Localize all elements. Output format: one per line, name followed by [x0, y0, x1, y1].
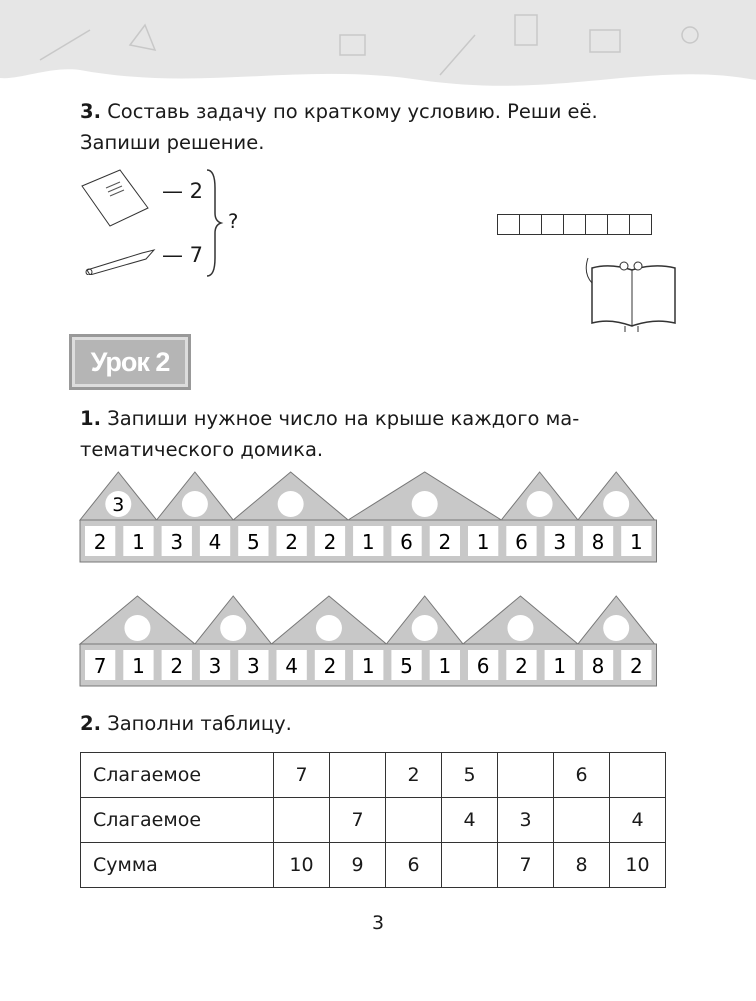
notebook-count: — 2 — [162, 179, 204, 203]
table-cell: 10 — [274, 843, 330, 888]
table-cell: 6 — [386, 843, 442, 888]
cell-number: 2 — [629, 654, 643, 678]
table-cell: 3 — [498, 798, 554, 843]
question-mark: ? — [228, 210, 239, 233]
table-cell[interactable] — [554, 798, 610, 843]
cell-number: 3 — [553, 530, 567, 554]
roof-answer-circle[interactable] — [507, 615, 533, 641]
roof-answer-circle[interactable] — [603, 615, 629, 641]
brace-icon — [205, 168, 225, 278]
table-cell: 8 — [554, 843, 610, 888]
table-row — [81, 843, 666, 888]
cell-number: 1 — [361, 530, 375, 554]
house-row — [80, 472, 657, 562]
cell-number: 1 — [438, 654, 452, 678]
addition-table — [80, 752, 666, 888]
roof-answer-circle[interactable] — [220, 615, 246, 641]
page-number: 3 — [371, 912, 385, 934]
cell-number: 6 — [476, 654, 490, 678]
cell-number: 5 — [246, 530, 260, 554]
task2-text: 2. Заполни таблицу. — [80, 712, 292, 735]
table-cell[interactable] — [330, 753, 386, 798]
table-cell: 6 — [554, 753, 610, 798]
table-cell: 7 — [274, 753, 330, 798]
cell-number: 1 — [132, 654, 145, 678]
table-cell: 9 — [330, 843, 386, 888]
table-cell: 5 — [442, 753, 498, 798]
book-mascot-icon — [580, 248, 685, 333]
cell-number: 2 — [285, 530, 299, 554]
cell-number: 2 — [93, 530, 107, 554]
cell-number: 1 — [361, 654, 375, 678]
cell-number: 1 — [476, 530, 490, 554]
table-cell: 4 — [442, 798, 498, 843]
row-label: Слагаемое — [81, 798, 274, 843]
table-cell: 10 — [610, 843, 666, 888]
header-doodle-banner — [0, 0, 756, 100]
cell-number: 1 — [553, 654, 567, 678]
roof-answer-circle[interactable] — [527, 491, 553, 517]
cell-number: 5 — [400, 654, 413, 678]
cell-number: 2 — [323, 654, 337, 678]
table-cell[interactable] — [442, 843, 498, 888]
task3-text: 3. Составь задачу по краткому условию. Реши её. Запиши решение. — [80, 100, 598, 154]
cell-number: 3 — [208, 654, 222, 678]
roof-answer-circle[interactable] — [124, 615, 150, 641]
pencil-icon — [82, 245, 157, 275]
cell-number: 4 — [208, 530, 222, 554]
cell-number: 2 — [438, 530, 452, 554]
math-houses — [78, 470, 658, 690]
roof-number: 3 — [112, 494, 125, 516]
table-cell: 2 — [386, 753, 442, 798]
table-row — [81, 753, 666, 798]
cell-number: 4 — [285, 654, 299, 678]
cell-number: 2 — [515, 654, 528, 678]
cell-number: 2 — [323, 530, 337, 554]
task1-text: 1. Запиши нужное число на крыше каждого ма- тематического домика. — [80, 407, 580, 461]
cell-number: 6 — [400, 530, 413, 554]
roof-answer-circle[interactable] — [603, 491, 629, 517]
cell-number: 2 — [170, 654, 184, 678]
row-label: Сумма — [81, 843, 274, 888]
roof-answer-circle[interactable] — [278, 491, 304, 517]
cell-number: 6 — [515, 530, 528, 554]
table-cell[interactable] — [386, 798, 442, 843]
table-row — [81, 798, 666, 843]
table-cell[interactable] — [610, 753, 666, 798]
cell-number: 3 — [170, 530, 184, 554]
table-cell[interactable] — [498, 753, 554, 798]
roof-answer-circle[interactable] — [412, 491, 438, 517]
cell-number: 8 — [591, 654, 605, 678]
table-cell: 4 — [610, 798, 666, 843]
cell-number: 8 — [591, 530, 605, 554]
table-cell: 7 — [330, 798, 386, 843]
roof-answer-circle[interactable] — [182, 491, 208, 517]
lesson-badge: Урок 2 — [72, 337, 188, 387]
table-cell: 7 — [498, 843, 554, 888]
cell-number: 7 — [93, 654, 107, 678]
cell-number: 1 — [629, 530, 643, 554]
answer-cells[interactable] — [497, 214, 652, 235]
table-cell[interactable] — [274, 798, 330, 843]
roof-answer-circle[interactable] — [316, 615, 342, 641]
cell-number: 3 — [246, 654, 260, 678]
roof-answer-circle[interactable] — [412, 615, 438, 641]
house-row — [80, 596, 657, 686]
cell-number: 1 — [132, 530, 145, 554]
notebook-icon — [80, 168, 150, 228]
pencil-count: — 7 — [162, 243, 204, 267]
row-label: Слагаемое — [81, 753, 274, 798]
